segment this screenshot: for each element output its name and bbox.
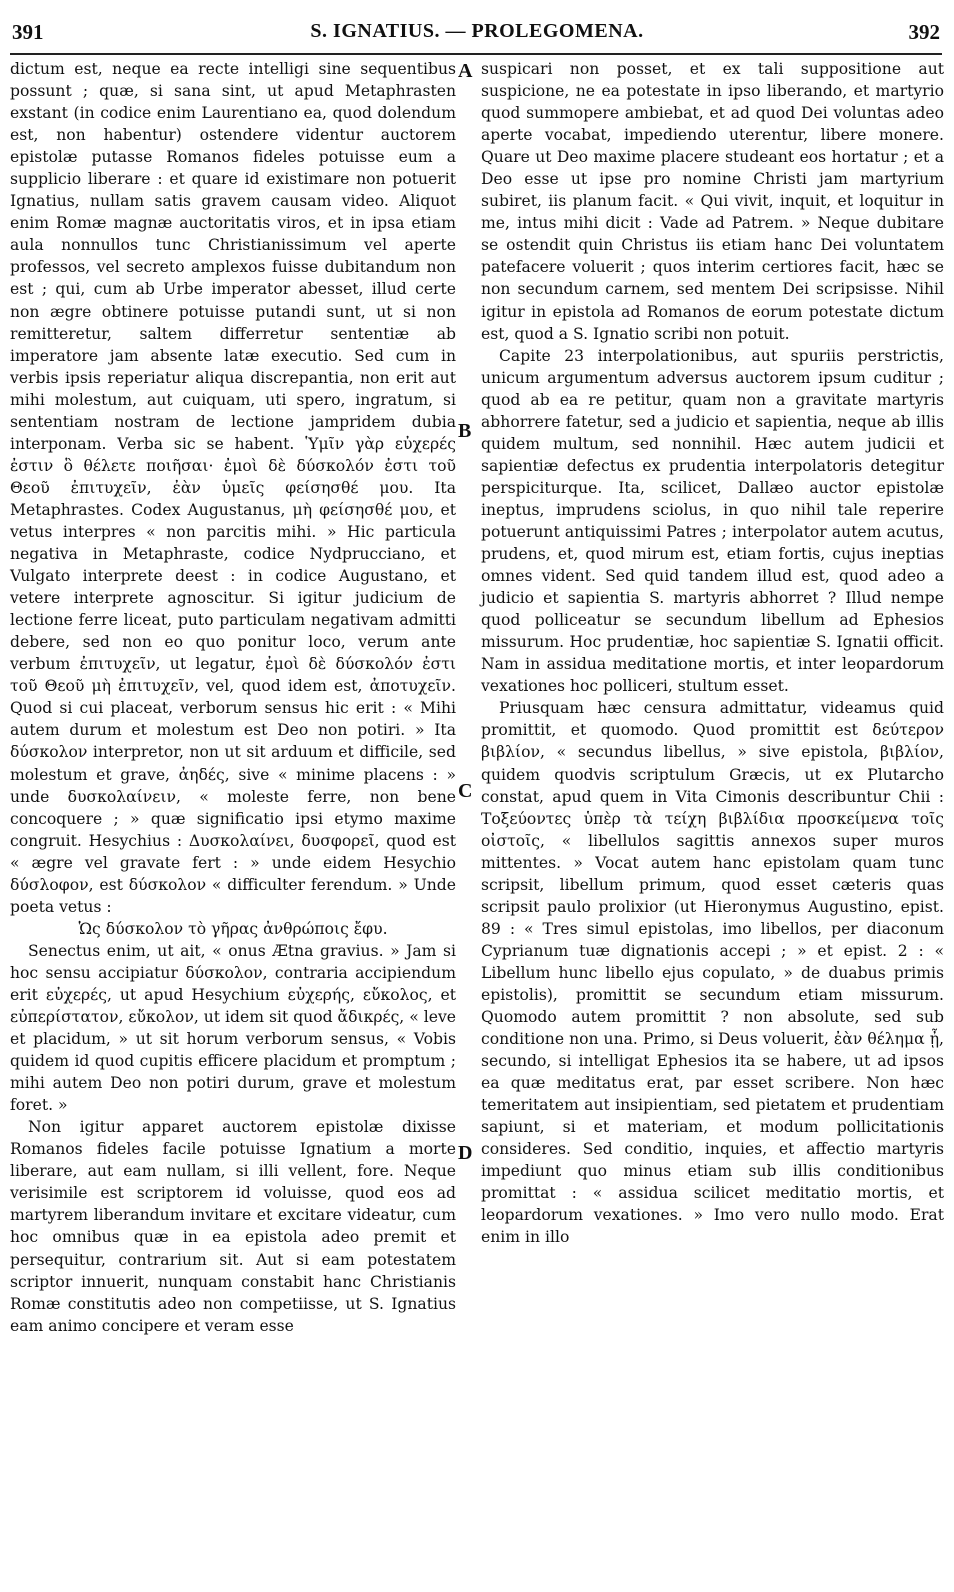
verse-quotation: Ὡς δύσκολον τὸ γῆρας ἀνθρώποις ἔφυ. <box>78 919 388 938</box>
page-number-left: 391 <box>12 20 44 44</box>
right-paragraph-2: Capite 23 interpolationibus, aut spuriis perstrictis, unicum argumentum adversus auctorem ipsum cuditur ; quod ab ea re petitur, quam non a gravitate martyris abhorrere fatetur, sed a judicio et sapientia, neque ab illis quidem multum, sed nonnihil. Hæc autem judicii et sapientiæ defectus ex prudentia interpolatoris detegitur perspiciturque. Ita, scilicet, Dallæo auctor epistolæ ineptus, imprudens sciolus, in quo nihil tale reperire potuerunt antiquissimi Patres ; interpolator autem acutus, prudens, et, quod mirum est, etiam fortis, cujus ineptias omnes vident. Sed quid tandem illud est, quod adeo a judicio et sapientia S. martyris abhorret ? Illud nempe quod polliceatur se secundum libellum ad Ephesios missurum. Hoc prudentiæ, hoc sapientiæ S. Ignatii officit. Nam in assidua meditatione mortis, et inter leopardorum vexationes hoc polliceri, stultum esset. <box>481 346 944 696</box>
margin-letter-d: D <box>458 1142 473 1164</box>
header-rule <box>10 53 942 55</box>
left-paragraph-1: dictum est, neque ea recte intelligi sine sequentibus possunt ; quæ, si sana sint, ut apud Metaphrasten exstant (in codice enim Laurentiano ea, quod dolendum est, non habentur) ostendere videntur auctorem epistolæ putasse Romanos fideles potuisse eum a supplicio liberare : et quare id existimare non potuerit Ignatius, nullam satis gravem causam video. Aliquot enim Romæ magnæ auctoritatis viros, et in ipsa etiam aula nonnullos tunc Christianissimum vel aperte professos, vel secreto amplexos fuisse dubitandum non est ; qui, cum ab Urbe imperator abesset, illud certe non ægre obtinere potuisse putandi sunt, ut si non remitteretur, saltem differretur sententiæ ab imperatore jam absente latæ executio. Sed cum in verbis ipsis reperiatur aliqua discrepantia, non erit aut mihi molestum, aut cuiquam, uti spero, ingratum, si sententiam nostram de lectione jampridem dubia interponam. Verba sic se habent. Ὑμῖν γὰρ εὐχερές ἐστιν ὃ θέλετε ποιῆσαι· ἐμοὶ δὲ δύσκολόν ἐστι τοῦ Θεοῦ ἐπιτυχεῖν, ἐὰν ὑμεῖς φείσησθέ μου. Ita Metaphrastes. Codex Augustanus, μὴ φείσησθέ μου, et vetus interpres « non parcitis mihi. » Hic particula negativa in Metaphraste, codice Nydprucciano, et Vulgato interprete deest : in codice Augustano, et vetere interprete agnoscitur. Si igitur judicium de lectione ferre liceat, puto particulam negativam admitti debere, sed non eo quo ponitur loco, verum ante verbum ἐπιτυχεῖν, ut legatur, ἐμοὶ δὲ δύσκολόν ἐστι τοῦ Θεοῦ μὴ ἐπιτυχεῖν, vel, quod idem est, ἀποτυχεῖν. Quod si cui placeat, verborum sensus hic erit : « Mihi autem durum et molestum est Deo non potiri. » Ita δύσκολον interpretor, non ut sit arduum et difficile, sed molestum et grave, ἀηδές, sive « minime placens : » unde δυσκολαίνειν, « moleste ferre, non bene concoquere ; » quæ significatio ipsi etymo maxime congruit. Hesychius : Δυσκολαίνει, δυσφορεῖ, quod est « ægre vel gravate fert : » unde eidem Hesychio δύσλοφον, est δύσκολον « difficulter ferendum. » Unde poeta vetus : <box>10 60 456 916</box>
margin-letter-c: C <box>458 780 473 802</box>
left-paragraph-3: Non igitur apparet auctorem epistolæ dixisse Romanos fideles facile potuisse Ignatium a morte liberare, aut eam nullam, si illi vellent, fore. Neque verisimile est scriptorem id voluisse, quod eos ad martyrem liberandum invitare et excitare videatur, cum hoc omnibus quæ in ea epistola adeo premit et persequitur, contrarium sit. Aut si eam potestatem scriptor innuerit, nunquam constabit hanc Christianis Romæ constitutis adeo non competiisse, ut S. Ignatius eam animo concipere et veram esse <box>10 1118 456 1335</box>
margin-letter-b: B <box>458 420 472 442</box>
left-paragraph-2: Senectus enim, ut ait, « onus Ætna gravius. » Jam si hoc sensu accipiatur δύσκολον, contraria accipiendum erit εὐχερές, ut apud Hesychium εὐχερής, εὔκολος, et εὐπερίστατον, εὔκολον, ut idem sit quod ἄδικρές, « leve et placidum, » ut sit horum verborum sensus, « Vobis quidem id quod cupitis efficere placidum et promptum ; mihi autem Deo non potiri durum, grave et molestum foret. » <box>10 941 456 1115</box>
right-paragraph-1: suspicari non posset, et ex tali suppositione aut suspicione, ne ea potestate in ipso liberando, et martyrio quod summopere ambiebat, et ad quod Dei voluntas adeo aperte vocabat, impediendo uterentur, libere monere. Quare ut Deo maxime placere studeant eos hortatur ; et a Deo esse ut ipse pro nomine Christi jam martyrium subiret, iis planum facit. « Qui vivit, inquit, et loquitur in me, intus mihi dicit : Vade ad Patrem. » Neque dubitare se ostendit quin Christus iis etiam hanc Dei voluntatem patefacere voluerit ; quos interim certiores facit, hæc se non secundum carnem, sed mentem Dei scripsisse. Nihil igitur in epistola ad Romanos de eorum potestate dictum est, quod a S. Ignatio scribi non potuit. <box>481 60 944 343</box>
right-column <box>481 58 944 1249</box>
page-header <box>0 14 954 48</box>
right-paragraph-3: Priusquam hæc censura admittatur, videamus quid promittit, et quomodo. Quod promittit est δεύτερον βιβλίον, « secundus libellus, » sive epistola, βιβλίον, quidem quodvis scriptulum Græcis, ut ex Plutarcho constat, apud quem in Vita Cimonis describuntur Chii : Τοξεύοντες ὑπὲρ τὰ τείχη βιβλίδια προσκείμενα τοῖς οἰστοῖς, « libellulos sagittis annexos super muros mittentes. » Vocat autem hanc epistolam quam tunc scripsit, libellum primum, quod esset cæteris quas scripsit paulo prolixior (ut Hieronymus Augustino, epist. 89 : « Tres simul epistolas, imo libellos, per diaconum Cyprianum tuæ dignationis accepi ; » et epist. 2 : « Libellum hunc libello ejus copulato, » de duabus primis epistolis), promittit se secundum etiam missurum. Quomodo autem promittit ? non absolute, sed sub conditione non una. Primo, si Deus voluerit, ἐὰν θέλημα ᾖ, secundo, si intelligat Ephesios ita se habere, ut ad ipsos ea quæ meditatus erat, par esset scribere. Non hæc temeritatem aut insipientiam, sed pietatem et prudentiam sapiunt, si et materiam, et modum pollicitationis consideres. Sed conditio, inquies, et affectio martyris impediunt quo minus etiam sub illis conditionibus promittat : « assidua scilicet meditatio mortis, et leopardorum vexationes. » Imo vero nullo modo. Erat enim in illo <box>481 699 944 1247</box>
margin-letter-a: A <box>458 60 473 82</box>
left-column <box>10 58 456 1337</box>
page-number-right: 392 <box>908 20 940 44</box>
running-title: S. IGNATIUS. — PROLEGOMENA. <box>310 20 644 42</box>
